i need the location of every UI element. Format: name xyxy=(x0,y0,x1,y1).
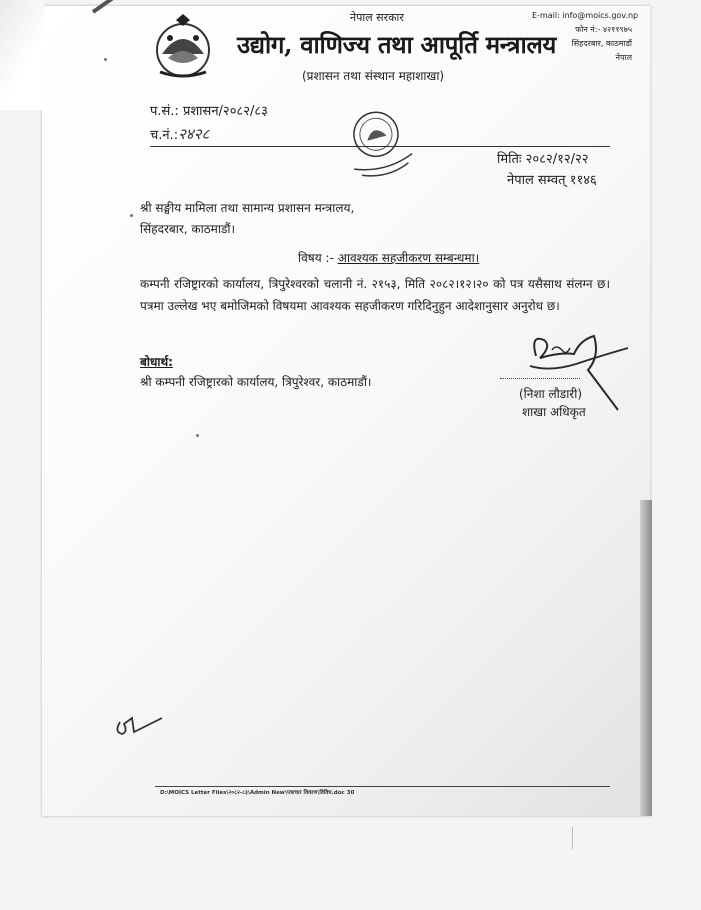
government-name: नेपाल सरकार xyxy=(350,11,404,24)
recipient-address: सिंहदरबार, काठमाडौं। xyxy=(140,222,236,236)
recipient-name: श्री सङ्घीय मामिला तथा सामान्य प्रशासन मन्त्रालय, xyxy=(140,201,355,215)
subject-text: आवश्यक सहजीकरण सम्बन्धमा। xyxy=(337,251,480,265)
subject-label: विषय :- xyxy=(298,251,338,265)
division-title: (प्रशासन तथा संस्थान महाशाखा) xyxy=(302,69,445,83)
reference-cn-label: च.नं.: xyxy=(150,128,179,143)
contact-country: नेपाल xyxy=(615,53,632,62)
scan-speck xyxy=(196,434,199,437)
footer-file-path: D:\MOICS Letter Files\२०८२-८३\Admin New\पत्राचार विवरण\विविध.doc 30 xyxy=(160,790,355,796)
contact-block xyxy=(532,9,639,65)
header-divider xyxy=(150,146,610,147)
footer-divider xyxy=(155,786,610,787)
ministry-title: उद्योग, वाणिज्य तथा आपूर्ति मन्त्रालय xyxy=(237,30,557,59)
scan-speck xyxy=(130,214,133,217)
scan-corner-fold xyxy=(0,0,44,110)
nepal-government-emblem-icon xyxy=(150,14,216,80)
reference-ps: प.सं.: प्रशासन/२०८२/८३ xyxy=(150,104,268,119)
contact-phone: फोन नं:- ४२११९७५ xyxy=(575,25,632,34)
cc-recipient: श्री कम्पनी रजिष्ट्रारको कार्यालय, त्रिपुरेश्वर, काठमाडौं। xyxy=(140,375,372,389)
nepal-sambat-line: नेपाल सम्वत् ११४६ xyxy=(507,173,597,188)
scan-edge-shadow xyxy=(640,500,652,816)
contact-place: सिंहदरबार, काठमाडौं xyxy=(571,39,632,48)
contact-email: E-mail: info@moics.gov.np xyxy=(532,11,639,20)
date-line: मितिः २०८२/१२/२२ xyxy=(497,152,589,167)
signatory-title: शाखा अधिकृत xyxy=(522,405,586,419)
scan-speck xyxy=(104,58,107,61)
reference-cn-value: २४२८ xyxy=(178,125,210,143)
cc-heading: बोधार्थ: xyxy=(140,355,173,369)
handwritten-initials-icon xyxy=(112,712,167,738)
ministry-round-seal-icon xyxy=(340,104,416,180)
body-paragraph: कम्पनी रजिष्ट्रारको कार्यालय, त्रिपुरेश्वरको चलानी नं. २१५३, मिति २०८२।१२।२० को पत्र यसैसाथ संलग्न छ। पत्रमा उल्लेख भए बमोजिमको विषयमा आवश्यक सहजीकरण गरिदिनुहुन आदेशानुसार अनुरोध छ। xyxy=(140,277,610,313)
signatory-name: (निशा लौडारी) xyxy=(519,387,583,401)
scan-edge-line xyxy=(572,827,573,849)
subject-line xyxy=(298,249,479,266)
reference-cn xyxy=(150,124,209,144)
signature-dotted-line xyxy=(500,378,580,379)
